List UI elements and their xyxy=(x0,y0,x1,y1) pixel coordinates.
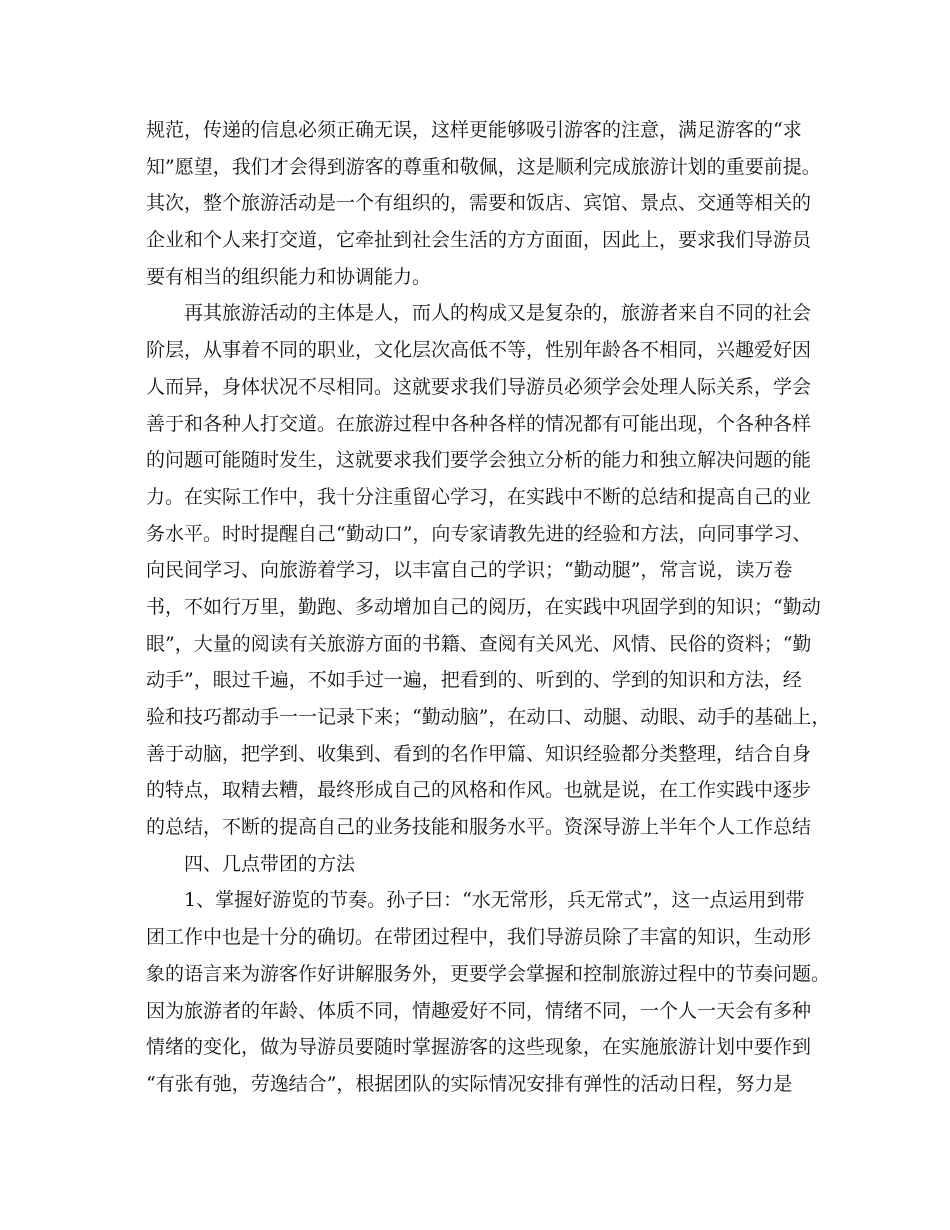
text-line: 善于动脑，把学到、收集到、看到的名作甲篇、知识经验都分类整理，结合自身 xyxy=(146,742,812,765)
text-line: 的问题可能随时发生，这就要求我们要学会独立分析的能力和独立解决问题的能 xyxy=(146,449,812,472)
text-line: 知”愿望，我们才会得到游客的尊重和敬佩，这是顺利完成旅游计划的重要前提。 xyxy=(146,155,821,178)
text-line: 因为旅游者的年龄、体质不同，情趣爱好不同，情绪不同，一个人一天会有多种 xyxy=(146,999,812,1022)
section-heading: 四、几点带团的方法 xyxy=(184,852,356,875)
text-line: 务水平。时时提醒自己“勤动口”，向专家请教先进的经验和方法，向同事学习、 xyxy=(146,522,812,545)
text-line: 的总结，不断的提高自己的业务技能和服务水平。资深导游上半年个人工作总结 xyxy=(146,816,812,839)
text-line: 规范，传递的信息必须正确无误，这样更能够吸引游客的注意，满足游客的“求 xyxy=(146,119,802,141)
text-line: 力。在实际工作中，我十分注重留心学习，在实践中不断的总结和提高自己的业 xyxy=(146,485,812,508)
text-line: 其次，整个旅游活动是一个有组织的，需要和饭店、宾馆、景点、交通等相关的 xyxy=(146,192,812,215)
text-line: 情绪的变化，做为导游员要随时掌握游客的这些现象，在实施旅游计划中要作到 xyxy=(146,1036,812,1059)
text-line: 象的语言来为游客作好讲解服务外，更要学会掌握和控制旅游过程中的节奏问题。 xyxy=(146,962,831,985)
text-line: 阶层，从事着不同的职业，文化层次高低不等，性别年龄各不相同，兴趣爱好因 xyxy=(146,339,812,362)
text-line: 人而异，身体状况不尽相同。这就要求我们导游员必须学会处理人际关系，学会 xyxy=(146,375,812,398)
text-line: 团工作中也是十分的确切。在带团过程中，我们导游员除了丰富的知识，生动形 xyxy=(146,926,812,949)
text-line: 书，不如行万里，勤跑、多动增加自己的阅历，在实践中巩固学到的知识；“勤动 xyxy=(146,595,821,618)
text-line: 再其旅游活动的主体是人，而人的构成又是复杂的，旅游者来自不同的社会 xyxy=(184,302,812,325)
text-line: 眼”，大量的阅读有关旅游方面的书籍、查阅有关风光、风情、民俗的资料；“勤 xyxy=(146,632,812,655)
text-line: 1、掌握好游览的节奏。孙子曰：“水无常形，兵无常式”，这一点运用到带 xyxy=(184,889,805,912)
body-text xyxy=(146,112,831,1103)
text-line: 的特点，取精去糟，最终形成自己的风格和作风。也就是说，在工作实践中逐步 xyxy=(146,779,812,802)
text-line: 要有相当的组织能力和协调能力。 xyxy=(146,265,432,288)
text-line: 动手”，眼过千遍，不如手过一遍，把看到的、听到的、学到的知识和方法，经 xyxy=(146,669,802,692)
text-line: 善于和各种人打交道。在旅游过程中各种各样的情况都有可能出现，个各种各样 xyxy=(146,412,812,435)
text-line: “有张有弛，劳逸结合”，根据团队的实际情况安排有弹性的活动日程，努力是 xyxy=(146,1072,793,1095)
text-line: 向民间学习、向旅游着学习，以丰富自己的学识；“勤动腿”，常言说，读万卷 xyxy=(146,559,793,582)
text-line: 验和技巧都动手一一记录下来；“勤动脑”，在动口、动腿、动眼、动手的基础上， xyxy=(146,706,831,728)
text-line: 企业和个人来打交道，它牵扯到社会生活的方方面面，因此上，要求我们导游员 xyxy=(146,229,812,252)
